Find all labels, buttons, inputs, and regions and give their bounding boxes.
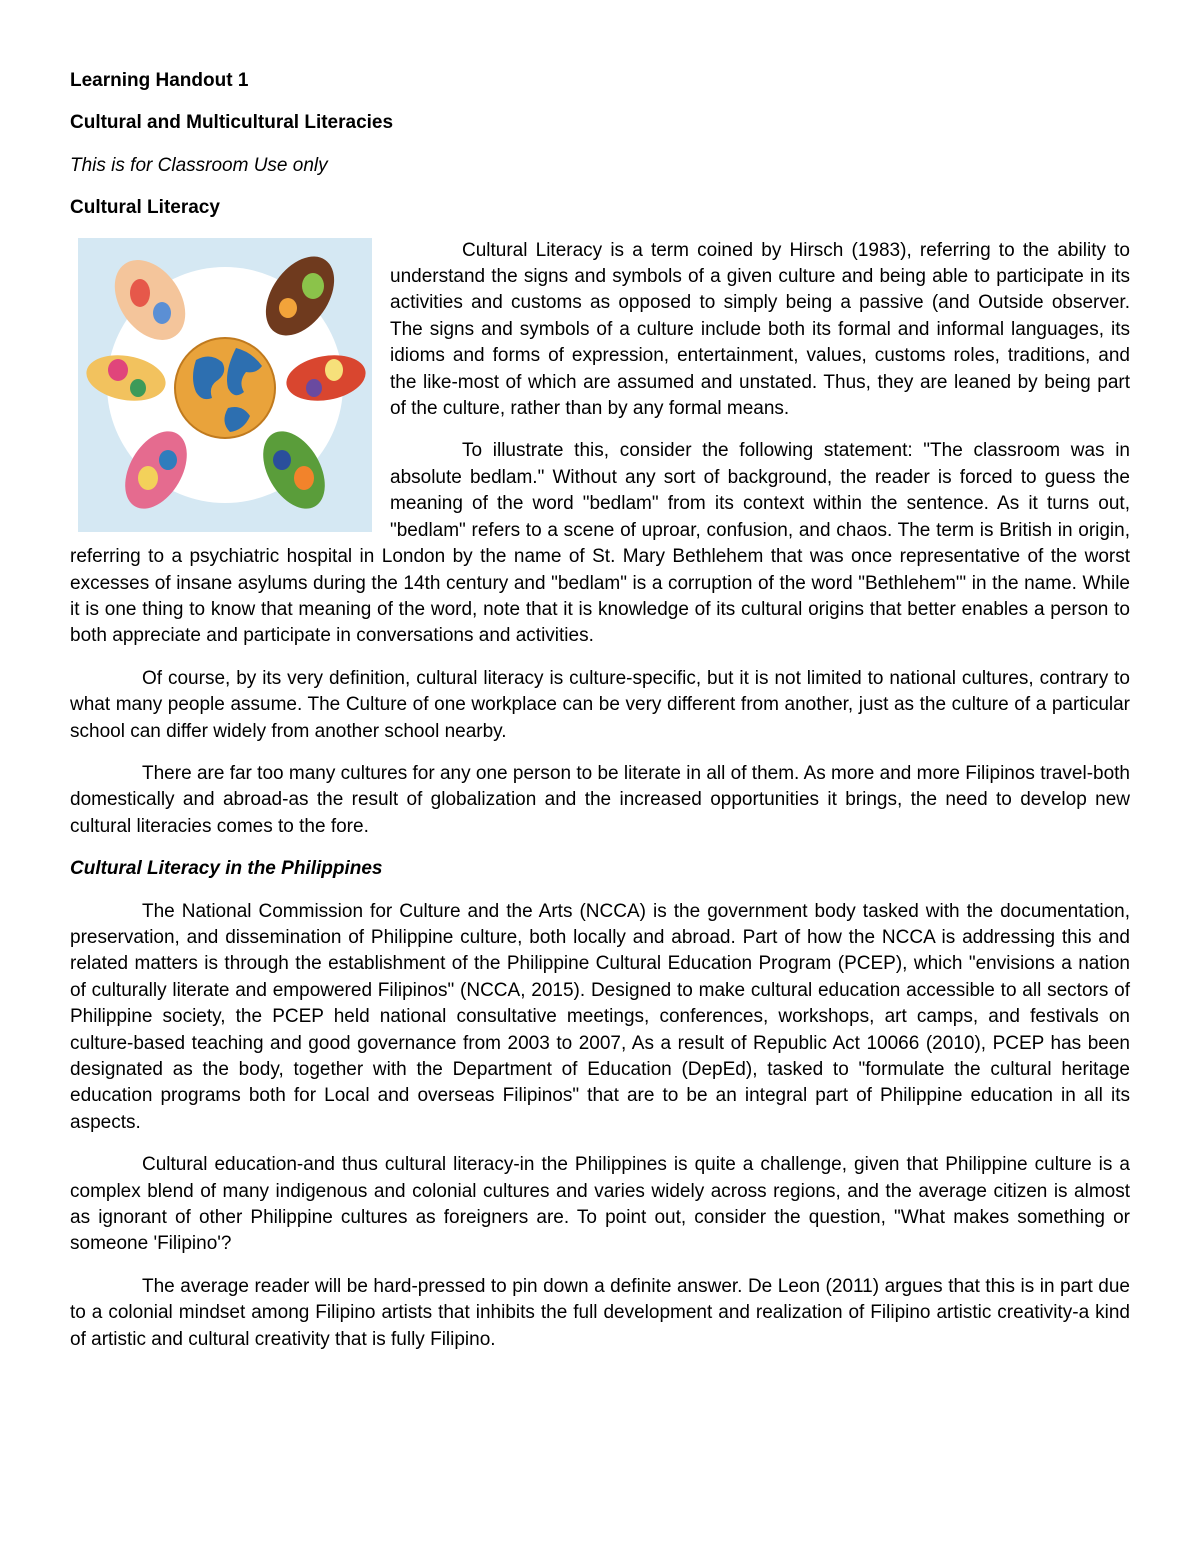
paragraph-1: Cultural Literacy is a term coined by Hirsch (1983), referring to the ability to understand the signs and symbols of a given culture and being able to participate in its activities and customs as opposed to simply being a passive (and Outside observer. The signs and symbols of a culture include both its formal and informal languages, its idioms and forms of expression, entertainment, values, customs roles, traditions, and the like-most of which are assumed and unstated. Thus, they are leaned by being part of the culture, rather than by any formal means. xyxy=(390,239,1130,420)
document-title: Cultural and Multicultural Literacies xyxy=(70,112,394,134)
section-title-philippines: Cultural Literacy in the Philippines xyxy=(70,858,383,880)
paragraph-7: The average reader will be hard-pressed to pin down a definite answer. De Leon (2011) argues that this is in part due to a colonial mindset among Filipino artists that inhibits the full development and realization of Filipino artistic creativity-a kind of artistic and cultural creativity that is fully Filipino. xyxy=(70,1275,1130,1350)
paragraph-3: Of course, by its very definition, cultural literacy is culture-specific, but it is not limited to national cultures, contrary to what many people assume. The Culture of one workplace can be very different from another, just as the culture of a particular school can differ widely from another school nearby. xyxy=(70,667,1130,742)
hands-globe-image xyxy=(78,238,372,532)
section-title-cultural-literacy: Cultural Literacy xyxy=(70,197,220,219)
paragraph-2: To illustrate this, consider the following statement: "The classroom was in absolute bedlam." Without any sort of background, the reader is forced to guess the meaning of the word "bedlam" from its context within the sentence. As it turns out, "bedlam" refers to a scene of uproar, confusion, and chaos. The term is British in origin, referring to a psychiatric hospital in London by the name of St. Mary Bethlehem that was once representative of the worst excesses of insane asylums during the 14th century and "bedlam" is a corruption of the word "Bethlehem'" in the name. While it is one thing to know that meaning of the word, note that it is knowledge of its cultural origins that better enables a person to both appreciate and participate in conversations and activities. xyxy=(70,440,1130,647)
usage-note: This is for Classroom Use only xyxy=(70,154,328,176)
paragraph-5: The National Commission for Culture and the Arts (NCCA) is the government body tasked with the documentation, preservation, and dissemination of Philippine culture, both locally and abroad. Part of how the NCCA is addressing this and related matters is through the establishment of the Philippine Cultural Education Program (PCEP), which "envisions a nation of culturally literate and empowered Filipinos" (NCCA, 2015). Designed to make cultural education accessible to all sectors of Philippine society, the PCEP held national consultative meetings, conferences, workshops, art camps, and festivals on culture-based teaching and good governance from 2003 to 2007, As a result of Republic Act 10066 (2010), PCEP has been designated as the body, together with the Department of Education (DepEd), tasked to "formulate the cultural heritage education programs both for Local and overseas Filipinos" that are to be an integral part of Philippine education in all its aspects. xyxy=(70,900,1130,1133)
document-page xyxy=(70,68,1130,1369)
paragraph-6: Cultural education-and thus cultural literacy-in the Philippines is quite a challenge, given that Philippine culture is a complex blend of many indigenous and colonial cultures and varies widely across regions, and the average citizen is almost as ignorant of other Philippine cultures as foreigners are. To point out, consider the question, "What makes something or someone 'Filipino'? xyxy=(70,1154,1130,1255)
handout-label: Learning Handout 1 xyxy=(70,70,249,91)
globe-icon xyxy=(175,338,275,438)
paragraph-4: There are far too many cultures for any one person to be literate in all of them. As more and more Filipinos travel-both domestically and abroad-as the result of globalization and the increased opportunities it brings, the need to develop new cultural literacies comes to the fore. xyxy=(70,762,1130,837)
